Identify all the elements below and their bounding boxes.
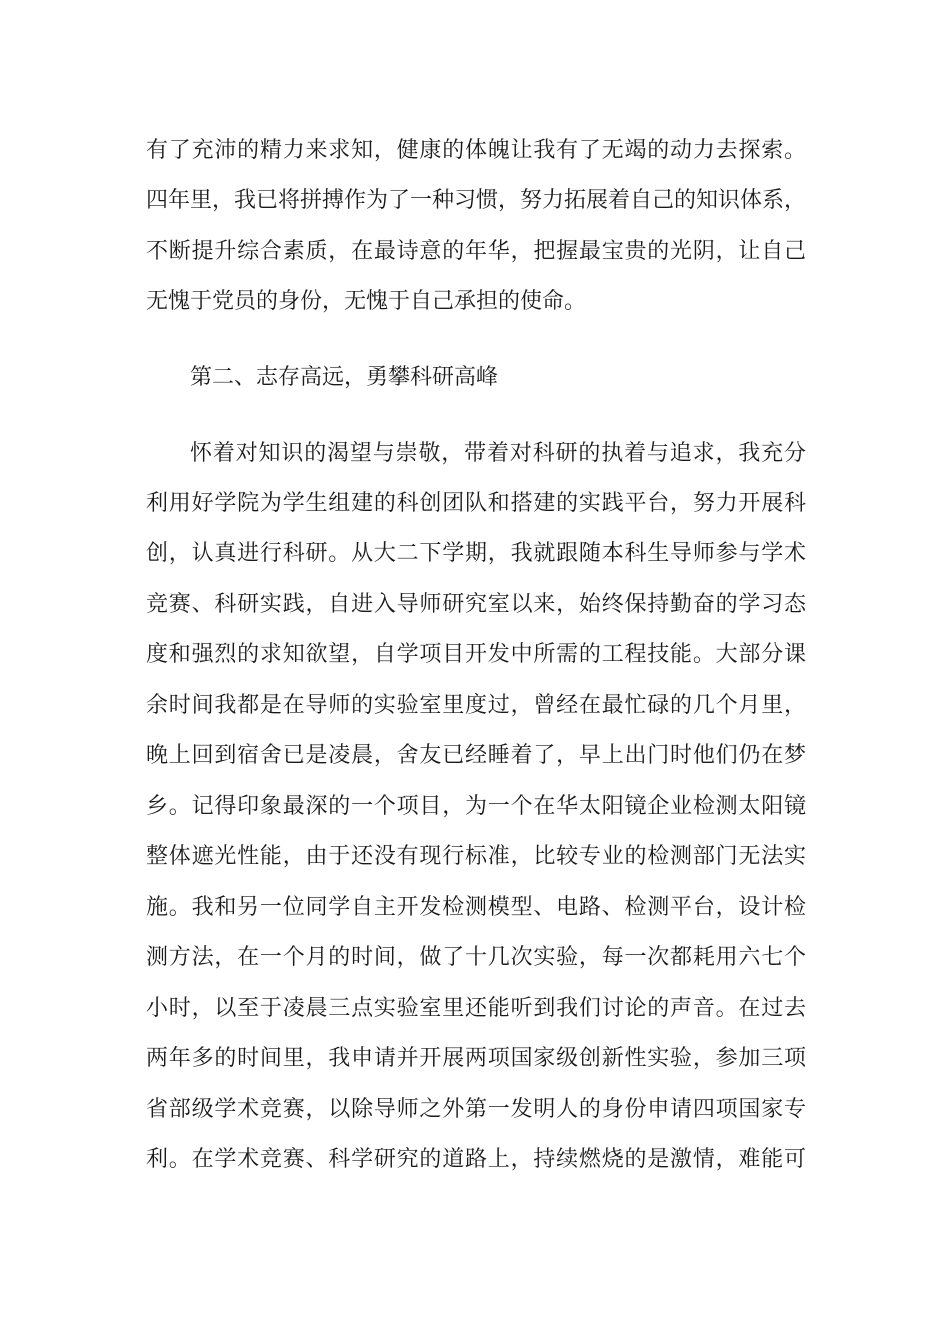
paragraph-line: 省部级学术竞赛，以除导师之外第一发明人的身份申请四项国家专 bbox=[146, 1097, 806, 1122]
paragraph-line: 晚上回到宿舍已是凌晨，舍友已经睡着了，早上出门时他们仍在梦 bbox=[146, 743, 806, 768]
paragraph-line: 怀着对知识的渴望与崇敬，带着对科研的执着与追求，我充分 bbox=[190, 441, 806, 466]
paragraph-line: 四年里，我已将拼搏作为了一种习惯，努力拓展着自己的知识体系， bbox=[146, 188, 807, 213]
paragraph-line: 创，认真进行科研。从大二下学期，我就跟随本科生导师参与学术 bbox=[146, 541, 806, 566]
paragraph-line: 无愧于党员的身份，无愧于自己承担的使命。 bbox=[146, 289, 587, 314]
paragraph-line: 乡。记得印象最深的一个项目，为一个在华太阳镜企业检测太阳镜 bbox=[146, 794, 806, 819]
paragraph-line: 测方法，在一个月的时间，做了十几次实验，每一次都耗用六七个 bbox=[146, 945, 806, 970]
paragraph-line: 竞赛、科研实践，自进入导师研究室以来，始终保持勤奋的学习态 bbox=[146, 592, 806, 617]
paragraph-line: 小时，以至于凌晨三点实验室里还能听到我们讨论的声音。在过去 bbox=[146, 996, 806, 1021]
paragraph-line: 整体遮光性能，由于还没有现行标准，比较专业的检测部门无法实 bbox=[146, 844, 806, 869]
paragraph-line: 不断提升综合素质，在最诗意的年华，把握最宝贵的光阴，让自己 bbox=[146, 239, 806, 264]
section-heading: 第二、志存高远，勇攀科研高峰 bbox=[190, 365, 499, 390]
paragraph-line: 施。我和另一位同学自主开发检测模型、电路、检测平台，设计检 bbox=[146, 895, 806, 920]
paragraph-line: 利。在学术竞赛、科学研究的道路上，持续燃烧的是激情，难能可 bbox=[146, 1147, 806, 1172]
paragraph-line: 利用好学院为学生组建的科创团队和搭建的实践平台，努力开展科 bbox=[146, 491, 806, 516]
paragraph-line: 两年多的时间里，我申请并开展两项国家级创新性实验，参加三项 bbox=[146, 1046, 806, 1071]
paragraph-line: 有了充沛的精力来求知，健康的体魄让我有了无竭的动力去探索。 bbox=[146, 138, 806, 163]
paragraph-line: 余时间我都是在导师的实验室里度过，曾经在最忙碌的几个月里， bbox=[146, 693, 806, 718]
paragraph-line: 度和强烈的求知欲望，自学项目开发中所需的工程技能。大部分课 bbox=[146, 642, 806, 667]
